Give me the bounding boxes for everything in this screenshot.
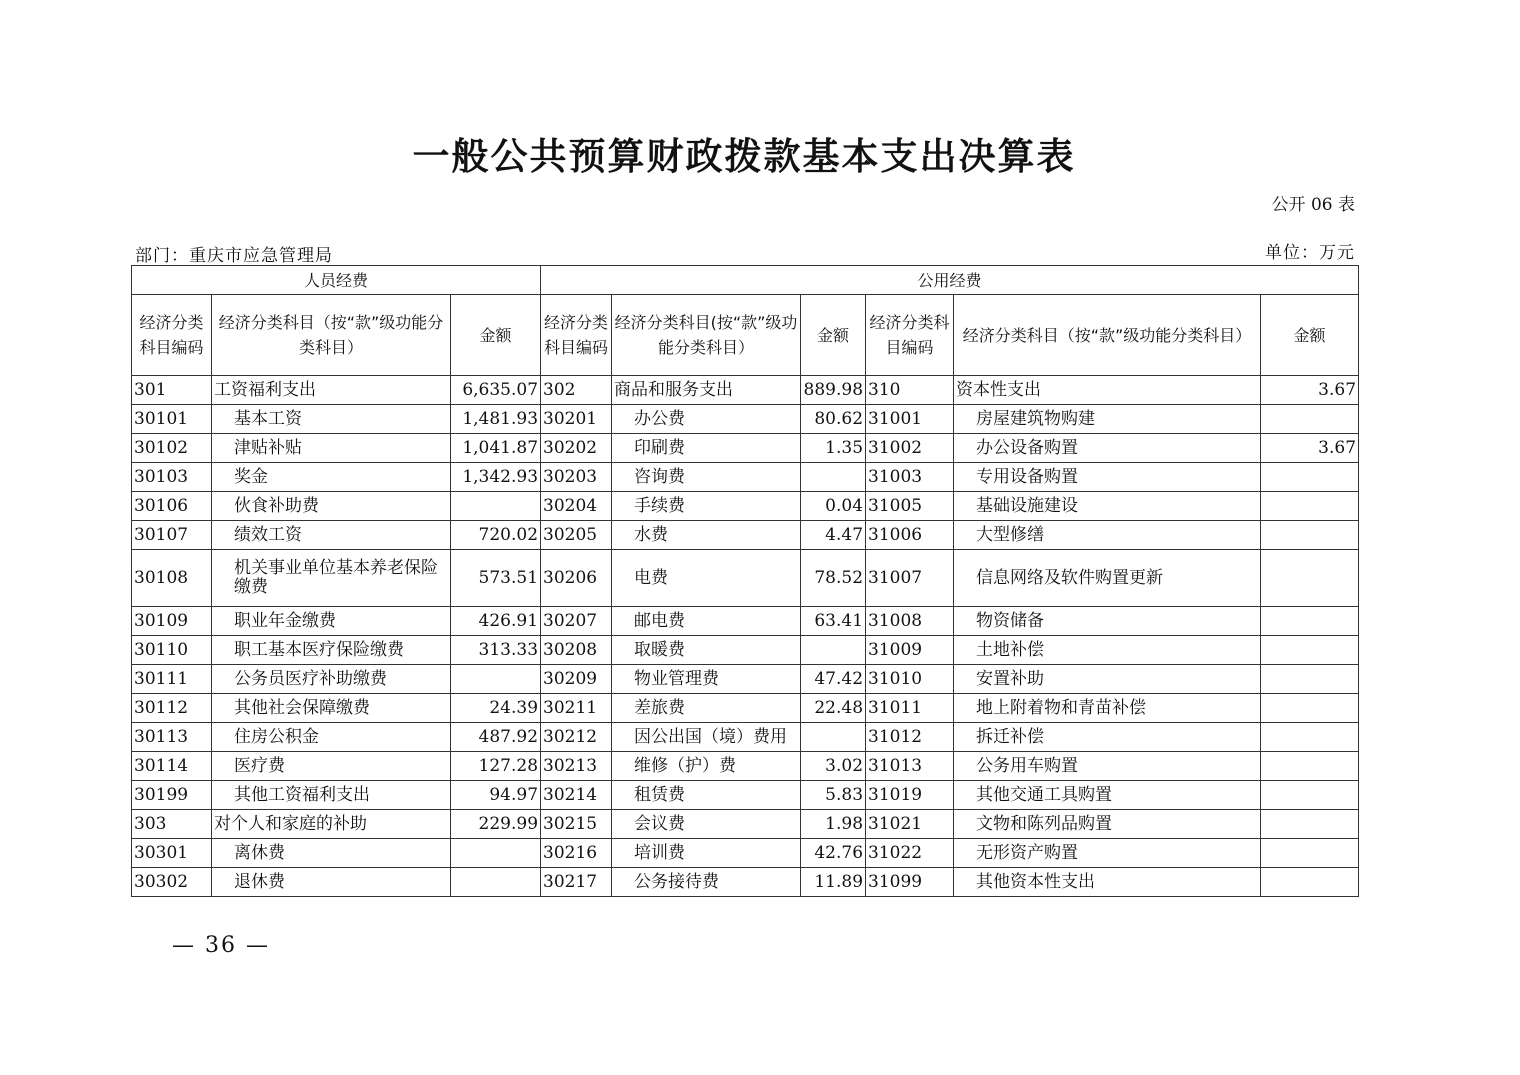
cell-code: 31099 [866,868,954,897]
cell-name: 绩效工资 [212,521,451,550]
cell-code: 30101 [132,405,212,434]
cell-code: 31019 [866,781,954,810]
cell-code: 30199 [132,781,212,810]
col-code3: 经济分类科目编码 [866,295,954,376]
cell-amount [451,868,541,897]
cell-code: 30302 [132,868,212,897]
table-row [132,492,1359,521]
cell-amount: 1.98 [801,810,866,839]
cell-name: 培训费 [612,839,801,868]
cell-code: 30112 [132,694,212,723]
cell-amount: 127.28 [451,752,541,781]
cell-name: 物业管理费 [612,665,801,694]
cell-code: 30207 [541,607,612,636]
cell-code: 30208 [541,636,612,665]
column-header-row [132,295,1359,376]
cell-code: 31021 [866,810,954,839]
cell-name: 其他资本性支出 [954,868,1261,897]
cell-amount: 78.52 [801,550,866,607]
cell-code: 30203 [541,463,612,492]
cell-code: 30202 [541,434,612,463]
col-amount: 金额 [451,295,541,376]
table-row [132,607,1359,636]
cell-name: 津贴补贴 [212,434,451,463]
table-row [132,665,1359,694]
cell-amount [1261,694,1359,723]
cell-amount: 0.04 [801,492,866,521]
cell-name: 物资储备 [954,607,1261,636]
table-row [132,839,1359,868]
table-row [132,781,1359,810]
cell-amount: 1,481.93 [451,405,541,434]
cell-code: 31003 [866,463,954,492]
cell-amount [1261,665,1359,694]
cell-amount: 1,041.87 [451,434,541,463]
table-row [132,752,1359,781]
cell-amount: 5.83 [801,781,866,810]
cell-amount: 720.02 [451,521,541,550]
cell-name: 土地补偿 [954,636,1261,665]
cell-amount: 3.67 [1261,376,1359,405]
cell-amount [451,665,541,694]
cell-name: 办公设备购置 [954,434,1261,463]
cell-amount [1261,405,1359,434]
cell-name: 工资福利支出 [212,376,451,405]
cell-amount: 1.35 [801,434,866,463]
cell-name: 离休费 [212,839,451,868]
cell-code: 31007 [866,550,954,607]
cell-amount: 47.42 [801,665,866,694]
cell-amount: 3.02 [801,752,866,781]
budget-table [131,265,1359,897]
cell-code: 30201 [541,405,612,434]
cell-amount [1261,839,1359,868]
cell-amount: 94.97 [451,781,541,810]
cell-amount [1261,607,1359,636]
cell-code: 30108 [132,550,212,607]
col-amount3: 金额 [1261,295,1359,376]
cell-name: 对个人和家庭的补助 [212,810,451,839]
col-code2: 经济分类科目编码 [541,295,612,376]
cell-name: 伙食补助费 [212,492,451,521]
cell-amount [1261,636,1359,665]
cell-name: 维修（护）费 [612,752,801,781]
col-code: 经济分类科目编码 [132,295,212,376]
cell-amount [1261,550,1359,607]
cell-name: 因公出国（境）费用 [612,723,801,752]
cell-amount: 80.62 [801,405,866,434]
cell-code: 30204 [541,492,612,521]
cell-name: 职业年金缴费 [212,607,451,636]
cell-code: 30209 [541,665,612,694]
cell-code: 31008 [866,607,954,636]
cell-name: 公务用车购置 [954,752,1261,781]
cell-name: 其他工资福利支出 [212,781,451,810]
cell-code: 31005 [866,492,954,521]
cell-name: 信息网络及软件购置更新 [954,550,1261,607]
cell-code: 30113 [132,723,212,752]
cell-amount [1261,723,1359,752]
cell-amount: 6,635.07 [451,376,541,405]
cell-name: 职工基本医疗保险缴费 [212,636,451,665]
cell-code: 303 [132,810,212,839]
cell-name: 专用设备购置 [954,463,1261,492]
table-row [132,376,1359,405]
cell-code: 30107 [132,521,212,550]
cell-code: 30114 [132,752,212,781]
cell-code: 30110 [132,636,212,665]
cell-name: 手续费 [612,492,801,521]
cell-name: 邮电费 [612,607,801,636]
cell-name: 安置补助 [954,665,1261,694]
cell-code: 30111 [132,665,212,694]
cell-name: 住房公积金 [212,723,451,752]
cell-name: 机关事业单位基本养老保险缴费 [212,550,451,607]
cell-code: 31009 [866,636,954,665]
cell-code: 301 [132,376,212,405]
cell-name: 公务接待费 [612,868,801,897]
cell-code: 30214 [541,781,612,810]
cell-name: 公务员医疗补助缴费 [212,665,451,694]
cell-code: 30301 [132,839,212,868]
cell-name: 咨询费 [612,463,801,492]
page-number: — 36 — [172,933,270,958]
col-name2: 经济分类科目(按“款”级功能分类科目） [612,295,801,376]
cell-name: 大型修缮 [954,521,1261,550]
cell-name: 其他社会保障缴费 [212,694,451,723]
cell-name: 地上附着物和青苗补偿 [954,694,1261,723]
cell-code: 30217 [541,868,612,897]
cell-code: 31011 [866,694,954,723]
cell-name: 无形资产购置 [954,839,1261,868]
cell-amount: 22.48 [801,694,866,723]
cell-amount [801,463,866,492]
group-public: 公用经费 [541,266,1359,295]
cell-amount: 4.47 [801,521,866,550]
cell-name: 基础设施建设 [954,492,1261,521]
cell-name: 资本性支出 [954,376,1261,405]
cell-name: 商品和服务支出 [612,376,801,405]
cell-code: 30205 [541,521,612,550]
cell-code: 31012 [866,723,954,752]
cell-code: 310 [866,376,954,405]
cell-name: 文物和陈列品购置 [954,810,1261,839]
cell-amount: 1,342.93 [451,463,541,492]
cell-amount [1261,752,1359,781]
cell-amount [1261,492,1359,521]
cell-name: 会议费 [612,810,801,839]
cell-code: 302 [541,376,612,405]
col-amount2: 金额 [801,295,866,376]
cell-amount: 573.51 [451,550,541,607]
table-row [132,550,1359,607]
cell-amount [1261,781,1359,810]
cell-code: 30103 [132,463,212,492]
col-name: 经济分类科目（按“款”级功能分类科目） [212,295,451,376]
group-personnel: 人员经费 [132,266,541,295]
cell-name: 拆迁补偿 [954,723,1261,752]
cell-amount [1261,521,1359,550]
cell-code: 31002 [866,434,954,463]
cell-code: 30213 [541,752,612,781]
cell-name: 取暖费 [612,636,801,665]
table-row [132,521,1359,550]
cell-amount: 3.67 [1261,434,1359,463]
table-row [132,723,1359,752]
table-row [132,810,1359,839]
cell-amount [1261,810,1359,839]
cell-amount [1261,868,1359,897]
table-row [132,868,1359,897]
cell-amount: 24.39 [451,694,541,723]
cell-amount: 63.41 [801,607,866,636]
cell-code: 30102 [132,434,212,463]
unit-label: 单位：万元 [1265,243,1355,263]
cell-name: 水费 [612,521,801,550]
group-header-row [132,266,1359,295]
cell-code: 31013 [866,752,954,781]
table-row [132,636,1359,665]
cell-code: 30109 [132,607,212,636]
cell-name: 房屋建筑物购建 [954,405,1261,434]
cell-amount: 426.91 [451,607,541,636]
cell-amount [451,839,541,868]
cell-code: 31022 [866,839,954,868]
cell-name: 其他交通工具购置 [954,781,1261,810]
form-number: 公开 06 表 [1271,195,1355,215]
table-row [132,434,1359,463]
cell-amount [1261,463,1359,492]
department-label: 部门：重庆市应急管理局 [135,246,333,266]
cell-name: 奖金 [212,463,451,492]
cell-amount: 889.98 [801,376,866,405]
cell-amount [451,492,541,521]
cell-code: 30211 [541,694,612,723]
cell-code: 31001 [866,405,954,434]
table-row [132,463,1359,492]
cell-name: 差旅费 [612,694,801,723]
cell-amount: 229.99 [451,810,541,839]
cell-amount: 42.76 [801,839,866,868]
cell-amount: 11.89 [801,868,866,897]
cell-code: 30106 [132,492,212,521]
cell-code: 30212 [541,723,612,752]
cell-name: 租赁费 [612,781,801,810]
cell-name: 医疗费 [212,752,451,781]
cell-name: 退休费 [212,868,451,897]
cell-name: 电费 [612,550,801,607]
col-name3: 经济分类科目（按“款”级功能分类科目） [954,295,1261,376]
page-title: 一般公共预算财政拨款基本支出决算表 [412,134,1076,178]
cell-name: 办公费 [612,405,801,434]
cell-amount [801,636,866,665]
cell-amount: 487.92 [451,723,541,752]
cell-amount: 313.33 [451,636,541,665]
cell-code: 31006 [866,521,954,550]
cell-amount [801,723,866,752]
cell-name: 印刷费 [612,434,801,463]
table-row [132,694,1359,723]
cell-code: 30206 [541,550,612,607]
cell-code: 30216 [541,839,612,868]
cell-code: 30215 [541,810,612,839]
cell-name: 基本工资 [212,405,451,434]
cell-code: 31010 [866,665,954,694]
table-row [132,405,1359,434]
